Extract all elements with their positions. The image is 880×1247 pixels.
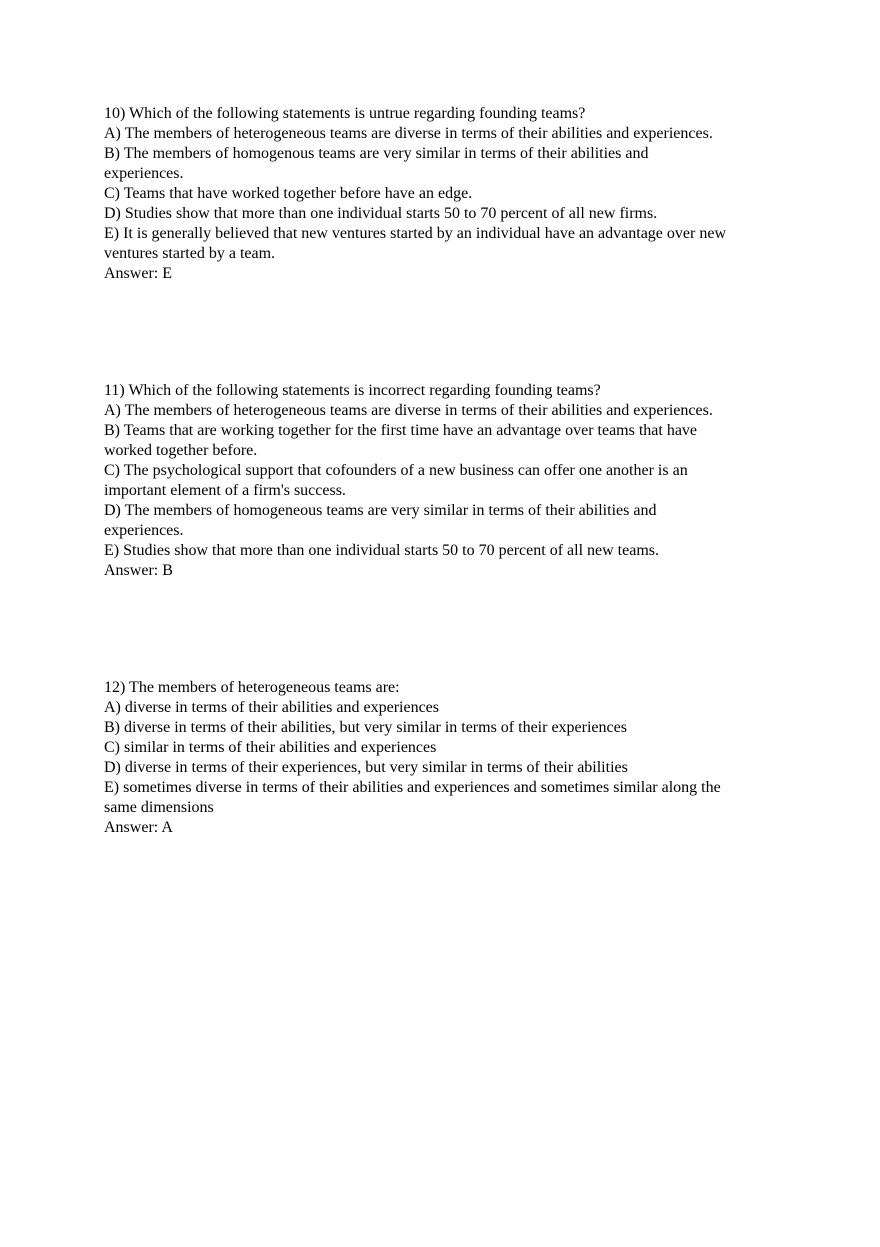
answer-option: experiences. <box>104 522 184 539</box>
question-11 <box>104 381 713 581</box>
answer-option: B) Teams that are working together for the first time have an advantage over teams that have <box>104 422 698 439</box>
answer-option: A) The members of heterogeneous teams are diverse in terms of their abilities and experiences. <box>104 402 713 419</box>
answer-option: A) The members of heterogeneous teams are diverse in terms of their abilities and experiences. <box>104 125 713 142</box>
answer-option: E) Studies show that more than one individual starts 50 to 70 percent of all new teams. <box>104 542 659 559</box>
answer-key: Answer: E <box>104 265 172 282</box>
answer-option: C) The psychological support that cofounders of a new business can offer one another is an <box>104 462 688 479</box>
question-10 <box>104 104 726 284</box>
question-stem: 11) Which of the following statements is incorrect regarding founding teams? <box>104 382 601 399</box>
answer-option: B) diverse in terms of their abilities, but very similar in terms of their experiences <box>104 719 627 736</box>
question-stem: 10) Which of the following statements is untrue regarding founding teams? <box>104 105 586 122</box>
answer-option: D) diverse in terms of their experiences, but very similar in terms of their abilities <box>104 759 628 776</box>
answer-option: D) Studies show that more than one individual starts 50 to 70 percent of all new firms. <box>104 205 658 222</box>
answer-option: same dimensions <box>104 799 214 816</box>
answer-option: ventures started by a team. <box>104 245 276 262</box>
answer-option: E) sometimes diverse in terms of their abilities and experiences and sometimes similar along the <box>104 779 721 796</box>
answer-key: Answer: B <box>104 562 173 579</box>
answer-option: A) diverse in terms of their abilities and experiences <box>104 699 439 716</box>
answer-option: E) It is generally believed that new ventures started by an individual have an advantage over new <box>104 225 726 242</box>
question-stem: 12) The members of heterogeneous teams are: <box>104 679 400 696</box>
answer-option: experiences. <box>104 165 184 182</box>
answer-option: B) The members of homogenous teams are very similar in terms of their abilities and <box>104 145 649 162</box>
answer-option: C) Teams that have worked together before have an edge. <box>104 185 473 202</box>
question-12 <box>104 678 721 838</box>
answer-option: D) The members of homogeneous teams are very similar in terms of their abilities and <box>104 502 657 519</box>
answer-option: important element of a firm's success. <box>104 482 346 499</box>
answer-option: worked together before. <box>104 442 258 459</box>
answer-option: C) similar in terms of their abilities and experiences <box>104 739 437 756</box>
answer-key: Answer: A <box>104 819 173 836</box>
